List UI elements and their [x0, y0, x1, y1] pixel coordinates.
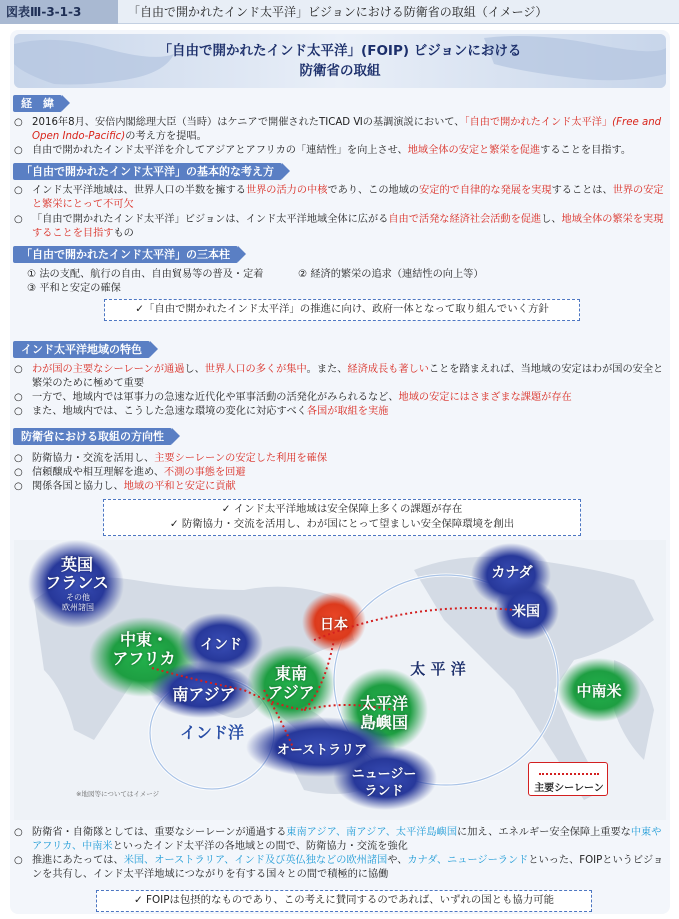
main-title [14, 41, 666, 81]
highlight-text: 地域全体の安定と繁栄を促進 [407, 145, 541, 156]
text: といった、FOIPというビジョンを共有し、インド太平洋地域につながりを有する国々との間で積極的に協働 [32, 855, 664, 880]
label-india: インド [200, 637, 242, 653]
label-pacific-ocean: 太 平 洋 [410, 660, 466, 678]
section-heading-background: 経 緯 [13, 95, 62, 112]
concept-bullet-2 [32, 213, 668, 241]
direction-bullet-3 [32, 480, 668, 494]
text: することを目指す。 [540, 145, 632, 156]
text: 推進にあたっては、 [32, 855, 124, 866]
main-title-line1: 「自由で開かれたインド太平洋」(FOIP) ビジョンにおける [158, 43, 522, 59]
label-other-europe: その他 欧州諸国 [62, 593, 94, 612]
figure-title: 「自由で開かれたインド太平洋」ビジョンにおける防衛省の取組（イメージ） [128, 5, 548, 19]
text: 自由で開かれたインド太平洋を介してアジアとアフリカの「連結性」を向上させ、 [32, 145, 408, 156]
text: ことを踏まえれば、当地域の安定はわが国の安全と繁栄のために極めて重要 [32, 364, 664, 389]
section-heading-features: インド太平洋地域の特色 [13, 341, 150, 358]
label-middle-east-africa: 中東・ アフリカ [112, 630, 176, 668]
map-legend [528, 762, 608, 796]
highlight-text: 中東やアフリカ、中南米 [32, 827, 662, 852]
highlight-text: (Free and Open Indo-Pacific) [32, 117, 662, 142]
text: また、地域内では、こうした急速な環境の変化に対応すべく [32, 406, 307, 417]
features-bullet-1 [32, 363, 668, 391]
highlight-text: 各国が取組を実施 [306, 406, 389, 417]
background-bullet-2 [32, 144, 668, 158]
main-title-banner [14, 34, 666, 88]
sea-lane-legend-icon [539, 773, 599, 775]
highlight-text: 経済成長も著しい [347, 364, 429, 375]
text: の考え方を提唱。 [125, 131, 207, 142]
highlight-text: 世界人口の多くが集中 [204, 364, 307, 375]
text: 信頼醸成や相互理解を進め、 [32, 467, 165, 478]
map-disclaimer: ※地図等についてはイメージ [76, 790, 160, 798]
highlight-text: 世界の安定と繁栄にとって不可欠 [32, 185, 664, 210]
indo-pacific-map [14, 540, 666, 820]
label-uk-france: 英国 フランス [45, 555, 109, 592]
text: 一方で、地域内では軍事力の急速な近代化や軍事活動の活発化がみられるなど、 [32, 392, 399, 403]
label-australia: オーストラリア [276, 743, 368, 758]
text: 2016年8月、安倍内閣総理大臣（当時）はケニアで開催されたTICAD Ⅵの基調演説において、 [32, 117, 465, 128]
text: 防衛省・自衛隊としては、重要なシーレーンが通過する [32, 827, 287, 838]
highlight-text: 主要シーレーンの安定した利用を確保 [154, 453, 328, 464]
text: インド太平洋地域は、世界人口の半数を擁する [32, 185, 246, 196]
pillar-3: ③ 平和と安定の確保 [27, 283, 121, 294]
highlight-text: 世界の活力の中核 [245, 185, 328, 196]
highlight-text: カナダ、ニュージーランド [407, 855, 529, 866]
highlight-text: 安定的で自律的な発展を実現 [419, 185, 552, 196]
section-heading-concept: 「自由で開かれたインド太平洋」の基本的な考え方 [13, 163, 282, 180]
closing-bullet-1 [32, 826, 668, 854]
text: 。また、 [306, 364, 348, 375]
label-new-zealand: ニュージー ランド [351, 767, 417, 799]
label-indian-ocean: インド洋 [179, 723, 244, 742]
highlight-text: 地域の平和と安定に貢献 [123, 481, 236, 492]
text: 「自由で開かれたインド太平洋」ビジョンは、インド太平洋地域全体に広がる [32, 214, 389, 225]
closing-summary-box: ✓ FOIPは包摂的なものであり、この考えに賛同するのであれば、いずれの国とも協力可能 [96, 890, 592, 912]
direction-note-2: ✓ 防衛協力・交流を活用し、わが国にとって望ましい安全保障環境を創出 [169, 518, 515, 530]
features-bullet-3 [32, 405, 668, 419]
pillar-2: ② 経済的繁栄の追求（連結性の向上等） [298, 269, 484, 280]
text: 関係各国と協力し、 [32, 481, 124, 492]
background-bullet-1 [32, 116, 668, 144]
highlight-text: 「自由で開かれたインド太平洋」 [464, 117, 613, 128]
highlight-text: 不測の事態を回避 [164, 467, 246, 478]
main-title-line2: 防衛省の取組 [299, 63, 381, 79]
section-heading-direction: 防衛省における取組の方向性 [13, 428, 172, 445]
highlight-text: 米国、オーストラリア、インド及び英仏独などの欧州諸国 [123, 855, 388, 866]
figure-number: 図表Ⅲ-3-1-3 [0, 0, 118, 24]
direction-note-1: ✓ インド太平洋地域は安全保障上多くの課題が存在 [221, 503, 463, 515]
text: もの [113, 228, 134, 239]
text: 防衛協力・交流を活用し、 [32, 453, 155, 464]
section-heading-pillars: 「自由で開かれたインド太平洋」の三本柱 [13, 246, 238, 263]
label-south-asia: 南アジア [172, 685, 236, 704]
highlight-text: 地域の安定にはさまざまな課題が存在 [398, 392, 572, 403]
legend-label: 主要シーレーン [534, 783, 604, 794]
highlight-text: 地域全体の繁栄を実現することを目指す [32, 214, 664, 239]
label-canada: カナダ [491, 565, 533, 581]
label-japan: 日本 [320, 617, 348, 633]
figure-header [0, 0, 679, 24]
label-southeast-asia: 東南 アジア [267, 664, 315, 702]
label-usa: 米国 [512, 604, 540, 620]
highlight-text: 東南アジア、南アジア、太平洋島嶼国 [286, 827, 458, 838]
pillars-summary-box: ✓「自由で開かれたインド太平洋」の推進に向け、政府一体となって取り組んでいく方針 [104, 299, 580, 321]
text: することは、 [551, 185, 613, 196]
pillar-1: ① 法の支配、航行の自由、自由貿易等の普及・定着 [27, 269, 264, 280]
text: といったインド太平洋の各地域との間で、防衛協力・交流を強化 [112, 841, 408, 852]
direction-summary-box [103, 499, 581, 536]
closing-bullet-2 [32, 854, 668, 882]
features-bullet-2 [32, 391, 668, 405]
text: し、 [541, 214, 562, 225]
label-pacific-islands: 太平洋 島嶼国 [359, 694, 408, 732]
concept-bullet-1 [32, 184, 668, 212]
direction-bullet-1 [32, 452, 668, 466]
label-latin-america: 中南米 [576, 682, 622, 700]
text: であり、この地域の [327, 185, 420, 196]
highlight-text: 自由で活発な経済社会活動を促進 [388, 214, 542, 225]
text: に加え、エネルギー安全保障上重要な [457, 827, 631, 838]
highlight-text: わが国の主要なシーレーンが通過 [32, 364, 185, 375]
text: し、 [184, 364, 205, 375]
direction-bullet-2 [32, 466, 668, 480]
text: や、 [387, 855, 408, 866]
